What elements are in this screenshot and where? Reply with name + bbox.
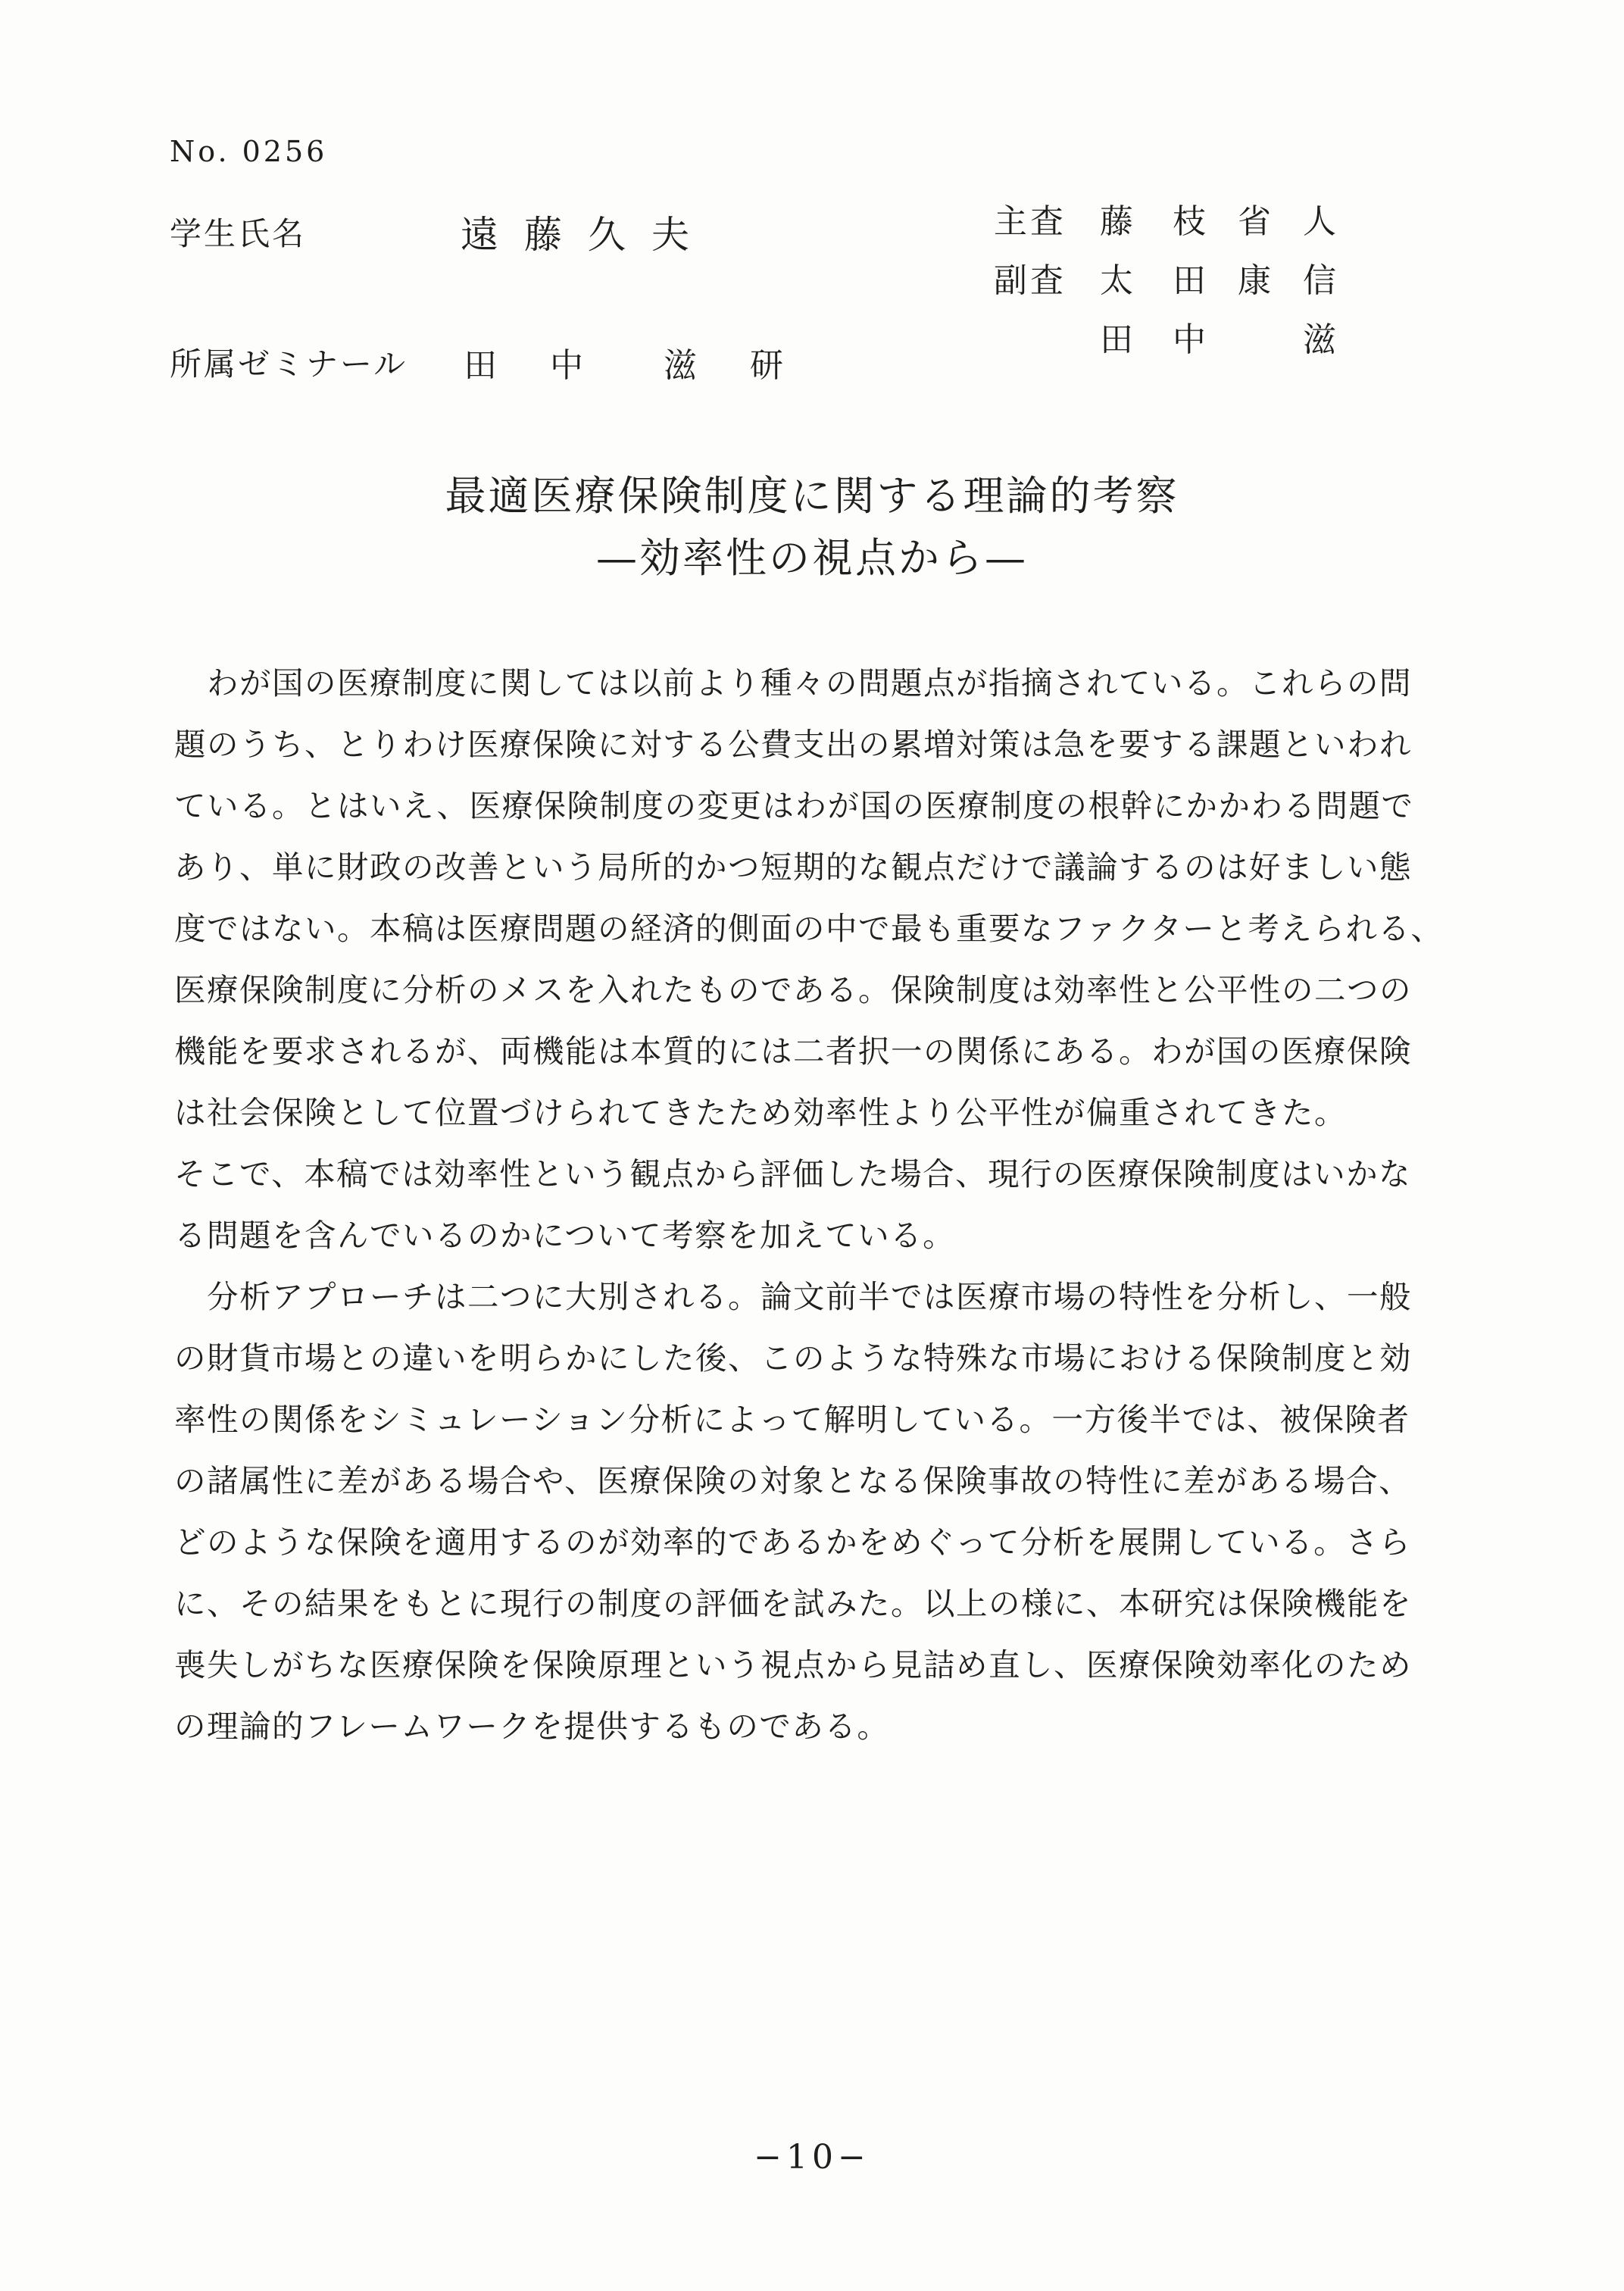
seminar-name-part2: 滋 研 [664, 346, 804, 385]
body-line: 率性の関係をシミュレーション分析によって解明している。一方後半では、被保険者 [174, 1401, 1410, 1438]
body-line: 度ではない。本稿は医療問題の経済的側面の中で最も重要なファクターと考えられる、 [174, 910, 1444, 947]
body-line: どのような保険を適用するのが効率的であるかをめぐって分析を展開している。さら [174, 1524, 1412, 1561]
body-line: の理論的フレームワークを提供するものである。 [174, 1708, 890, 1745]
seminar-name-part1: 田 中 [464, 346, 604, 385]
chief-examiner-label: 主査 [994, 202, 1067, 241]
body-line: 題のうち、とりわけ医療保険に対する公費支出の累増対策は急を要する課題といわれ [174, 726, 1413, 763]
vice-examiner1-char-4: 信 [1303, 261, 1336, 300]
body-line: に、その結果をもとに現行の制度の評価を試みた。以上の様に、本研究は保険機能を [174, 1585, 1413, 1622]
paper-title: 最適医療保険制度に関する理論的考察 [445, 472, 1179, 520]
seminar-label: 所属ゼミナール [170, 345, 408, 383]
page-number: −10− [754, 2138, 870, 2177]
body-line: る問題を含んでいるのかについて考察を加えている。 [174, 1217, 956, 1254]
body-line: の財貨市場との違いを明らかにした後、このような特殊な市場における保険制度と効 [174, 1339, 1413, 1377]
document-number: No. 0256 [170, 135, 328, 168]
vice-examiner1-char-2: 田 [1173, 261, 1206, 300]
chief-examiner-char-1: 藤 [1100, 202, 1133, 241]
paper-subtitle: —効率性の視点から— [596, 534, 1028, 582]
body-line: 医療保険制度に分析のメスを入れたものである。保険制度は効率性と公平性の二つの [174, 971, 1413, 1008]
vice-examiner1-char-3: 康 [1238, 261, 1271, 300]
chief-examiner-char-3: 省 [1238, 202, 1271, 241]
body-line: 分析アプローチは二つに大別される。論文前半では医療市場の特性を分析し、一般 [174, 1278, 1413, 1315]
body-line: 機能を要求されるが、両機能は本質的には二者択一の関係にある。わが国の医療保険 [174, 1033, 1413, 1070]
body-line: わが国の医療制度に関しては以前より種々の問題点が指摘されている。これらの問 [174, 664, 1413, 702]
body-line: ている。とはいえ、医療保険制度の変更はわが国の医療制度の根幹にかかわる問題で [174, 787, 1414, 824]
vice-examiner2-char-1: 田 [1100, 320, 1133, 359]
body-line: の諸属性に差がある場合や、医療保険の対象となる保険事故の特性に差がある場合、 [174, 1462, 1412, 1499]
body-line: そこで、本稿では効率性という観点から評価した場合、現行の医療保険制度はいかな [174, 1155, 1412, 1192]
body-line: 喪失しがちな医療保険を保険原理という視点から見詰め直し、医療保険効率化のため [174, 1646, 1413, 1683]
chief-examiner-char-4: 人 [1303, 202, 1336, 241]
student-name: 遠藤久夫 [461, 213, 715, 257]
student-name-label: 学生氏名 [170, 215, 307, 252]
body-line: あり、単に財政の改善という局所的かつ短期的な観点だけで議論するのは好ましい態 [174, 849, 1413, 886]
vice-examiner-label: 副査 [994, 261, 1067, 300]
vice-examiner1-char-1: 太 [1100, 261, 1133, 300]
chief-examiner-char-2: 枝 [1173, 202, 1206, 241]
body-line: は社会保険として位置づけられてきたため効率性より公平性が偏重されてきた。 [174, 1094, 1348, 1131]
vice-examiner2-char-2: 中 [1173, 320, 1206, 359]
vice-examiner2-char-4: 滋 [1303, 320, 1336, 359]
